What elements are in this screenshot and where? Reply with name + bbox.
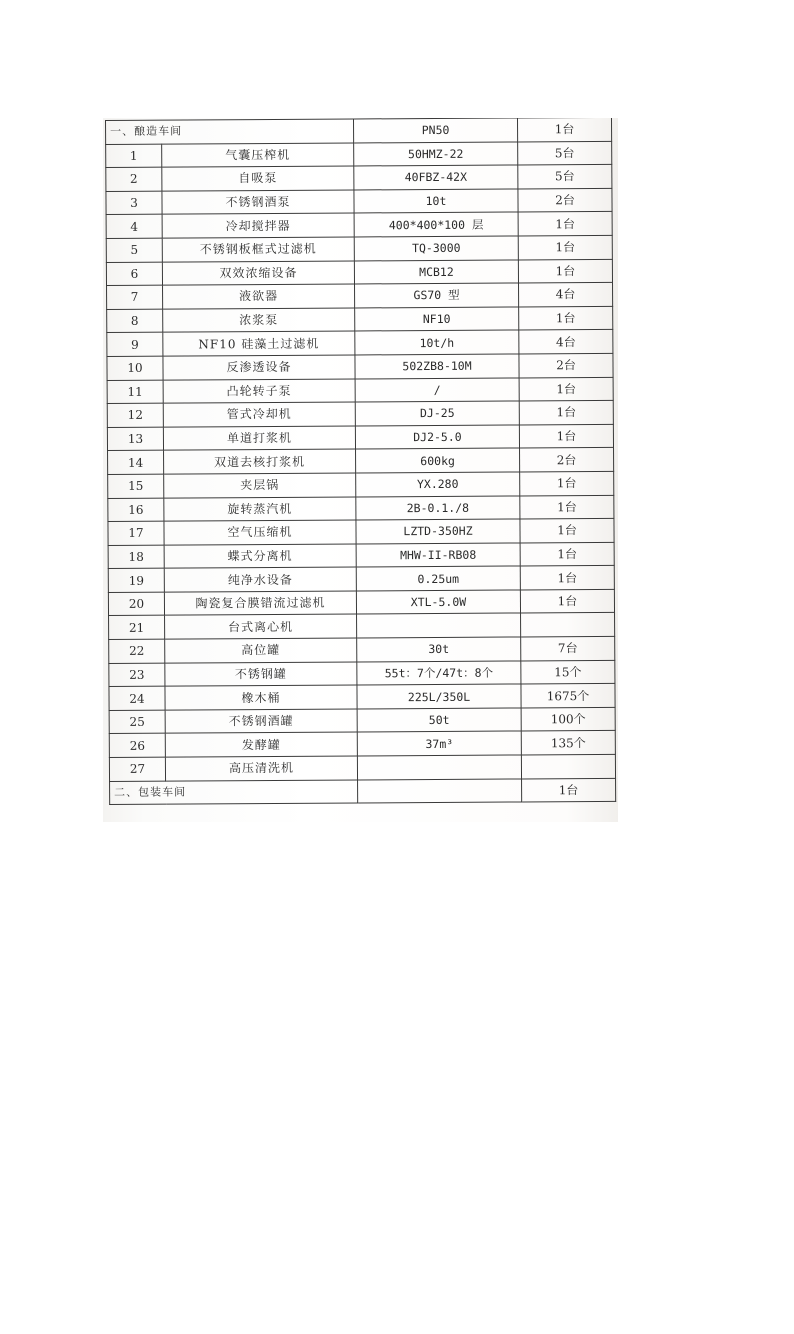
qty-cell: 4台: [519, 330, 613, 354]
table-row: [106, 141, 612, 168]
model-cell: PN50: [353, 118, 517, 143]
qty-cell: 1台: [519, 424, 613, 448]
row-number-cell: 15: [108, 474, 164, 498]
table-row: [107, 377, 613, 404]
table-row: [109, 684, 615, 711]
row-number-cell: 12: [107, 403, 163, 427]
equipment-name-cell: 台式离心机: [165, 614, 357, 639]
row-number-cell: 6: [106, 262, 162, 286]
qty-cell: 1台: [519, 377, 613, 401]
table-row: [107, 353, 613, 380]
equipment-name-cell: 旋转蒸汽机: [164, 496, 356, 521]
qty-cell: 1台: [520, 471, 614, 495]
model-cell: 10t/h: [355, 330, 519, 355]
equipment-name-cell: 液欲器: [163, 284, 355, 309]
row-number-cell: 24: [109, 686, 165, 710]
equipment-name-cell: 气囊压榨机: [162, 143, 354, 168]
model-cell: 37m³: [357, 731, 521, 756]
equipment-name-cell: 浓浆泵: [163, 308, 355, 333]
equipment-name-cell: 空气压缩机: [164, 520, 356, 545]
section-title-brewing: 一、酿造车间: [106, 119, 354, 144]
row-number-cell: 22: [109, 639, 165, 663]
equipment-table: [105, 118, 616, 805]
equipment-name-cell: 双效浓缩设备: [162, 261, 354, 286]
equipment-name-cell: NF10 硅藻土过滤机: [163, 331, 355, 356]
model-cell: 30t: [357, 637, 521, 662]
row-number-cell: 5: [106, 238, 162, 262]
row-number-cell: 4: [106, 215, 162, 239]
equipment-name-cell: 反渗透设备: [163, 355, 355, 380]
equipment-name-cell: 发酵罐: [165, 732, 357, 757]
row-number-cell: 3: [106, 191, 162, 215]
qty-cell: 2台: [519, 353, 613, 377]
equipment-name-cell: 不锈钢罐: [165, 662, 357, 687]
qty-cell: 15个: [521, 660, 615, 684]
equipment-name-cell: 蝶式分离机: [164, 544, 356, 569]
model-cell: DJ2-5.0: [355, 425, 519, 450]
qty-cell: [521, 754, 615, 778]
model-cell: 40FBZ-42X: [354, 165, 518, 190]
qty-cell: 7台: [521, 636, 615, 660]
table-row: [107, 330, 613, 357]
table-row: [106, 259, 612, 286]
table-row: [107, 306, 613, 333]
equipment-name-cell: 双道去核打浆机: [164, 449, 356, 474]
table-row: [106, 188, 612, 215]
model-cell: NF10: [355, 307, 519, 332]
model-cell: MHW-II-RB08: [356, 543, 520, 568]
qty-cell: 1675个: [521, 684, 615, 708]
table-row: [109, 731, 615, 758]
table-row: [108, 495, 614, 522]
equipment-name-cell: 单道打浆机: [163, 426, 355, 451]
qty-cell: 2台: [520, 448, 614, 472]
equipment-name-cell: 管式冷却机: [163, 402, 355, 427]
table-row: [108, 566, 614, 593]
qty-cell: 1台: [520, 566, 614, 590]
model-cell: 400*400*100 层: [354, 212, 518, 237]
qty-cell: 1台: [520, 518, 614, 542]
row-number-cell: 9: [107, 332, 163, 356]
model-cell: GS70 型: [355, 283, 519, 308]
model-cell: MCB12: [354, 260, 518, 285]
table-row: [108, 589, 614, 616]
row-number-cell: 2: [106, 167, 162, 191]
qty-cell: 1台: [518, 212, 612, 236]
equipment-name-cell: 陶瓷复合膜错流过滤机: [164, 591, 356, 616]
equipment-name-cell: 纯净水设备: [164, 567, 356, 592]
model-cell: TQ-3000: [354, 236, 518, 261]
model-cell: 50t: [357, 708, 521, 733]
equipment-name-cell: 不锈钢酒泵: [162, 190, 354, 215]
row-number-cell: 21: [109, 616, 165, 640]
section-header-row: [106, 118, 612, 144]
model-cell: 0.25um: [356, 566, 520, 591]
row-number-cell: 11: [107, 380, 163, 404]
model-cell: 50HMZ-22: [354, 142, 518, 167]
table-row: [109, 660, 615, 687]
row-number-cell: 20: [108, 592, 164, 616]
equipment-name-cell: 橡木桶: [165, 685, 357, 710]
equipment-table-body: [106, 118, 616, 805]
row-number-cell: 7: [107, 285, 163, 309]
table-row: [109, 754, 615, 781]
equipment-name-cell: 自吸泵: [162, 166, 354, 191]
section-title-packaging: 二、包装车间: [110, 780, 358, 805]
table-row: [107, 283, 613, 310]
qty-cell: 2台: [518, 188, 612, 212]
model-cell: 55t：7个/47t：8个: [357, 661, 521, 686]
table-row: [108, 542, 614, 569]
qty-cell: 5台: [518, 141, 612, 165]
qty-cell: 1台: [518, 235, 612, 259]
table-row: [108, 518, 614, 545]
section-header-row: [110, 778, 616, 805]
equipment-name-cell: 夹层锅: [164, 473, 356, 498]
model-cell: /: [355, 378, 519, 403]
model-cell: LZTD-350HZ: [356, 519, 520, 544]
model-cell: YX.280: [356, 472, 520, 497]
row-number-cell: 25: [109, 710, 165, 734]
table-row: [108, 448, 614, 475]
qty-cell: 1台: [519, 401, 613, 425]
table-row: [107, 424, 613, 451]
table-row: [107, 401, 613, 428]
row-number-cell: 8: [107, 309, 163, 333]
model-cell: 225L/350L: [357, 684, 521, 709]
model-cell: 2B-0.1./8: [356, 495, 520, 520]
row-number-cell: 14: [108, 450, 164, 474]
equipment-name-cell: 不锈钢酒罐: [165, 709, 357, 734]
model-cell: [357, 755, 521, 780]
scanned-document: [103, 118, 618, 822]
model-cell: XTL-5.0W: [356, 590, 520, 615]
qty-cell: 1台: [519, 306, 613, 330]
qty-cell: 135个: [521, 731, 615, 755]
row-number-cell: 13: [107, 427, 163, 451]
equipment-name-cell: 高位罐: [165, 638, 357, 663]
table-row: [108, 471, 614, 498]
model-cell: 10t: [354, 189, 518, 214]
qty-cell: 1台: [520, 589, 614, 613]
equipment-name-cell: 高压清洗机: [165, 756, 357, 781]
row-number-cell: 23: [109, 663, 165, 687]
qty-cell: 1台: [517, 118, 611, 142]
row-number-cell: 10: [107, 356, 163, 380]
model-cell: DJ-25: [355, 401, 519, 426]
qty-cell: 100个: [521, 707, 615, 731]
equipment-name-cell: 冷却搅拌器: [162, 213, 354, 238]
model-cell: [357, 613, 521, 638]
qty-cell: 4台: [519, 283, 613, 307]
qty-cell: 1台: [520, 542, 614, 566]
model-cell: 502ZB8-10M: [355, 354, 519, 379]
row-number-cell: 16: [108, 498, 164, 522]
row-number-cell: 19: [108, 568, 164, 592]
equipment-name-cell: 凸轮转子泵: [163, 379, 355, 404]
qty-cell: 1台: [522, 778, 616, 802]
model-cell: [358, 779, 522, 804]
table-row: [106, 212, 612, 239]
row-number-cell: 18: [108, 545, 164, 569]
row-number-cell: 1: [106, 144, 162, 168]
row-number-cell: 26: [109, 734, 165, 758]
table-row: [109, 613, 615, 640]
equipment-name-cell: 不锈钢板框式过滤机: [162, 237, 354, 262]
table-row: [109, 707, 615, 734]
row-number-cell: 17: [108, 521, 164, 545]
model-cell: 600kg: [356, 448, 520, 473]
qty-cell: [521, 613, 615, 637]
qty-cell: 1台: [520, 495, 614, 519]
table-row: [106, 165, 612, 192]
qty-cell: 5台: [518, 165, 612, 189]
table-row: [109, 636, 615, 663]
table-row: [106, 235, 612, 262]
row-number-cell: 27: [109, 757, 165, 781]
qty-cell: 1台: [518, 259, 612, 283]
